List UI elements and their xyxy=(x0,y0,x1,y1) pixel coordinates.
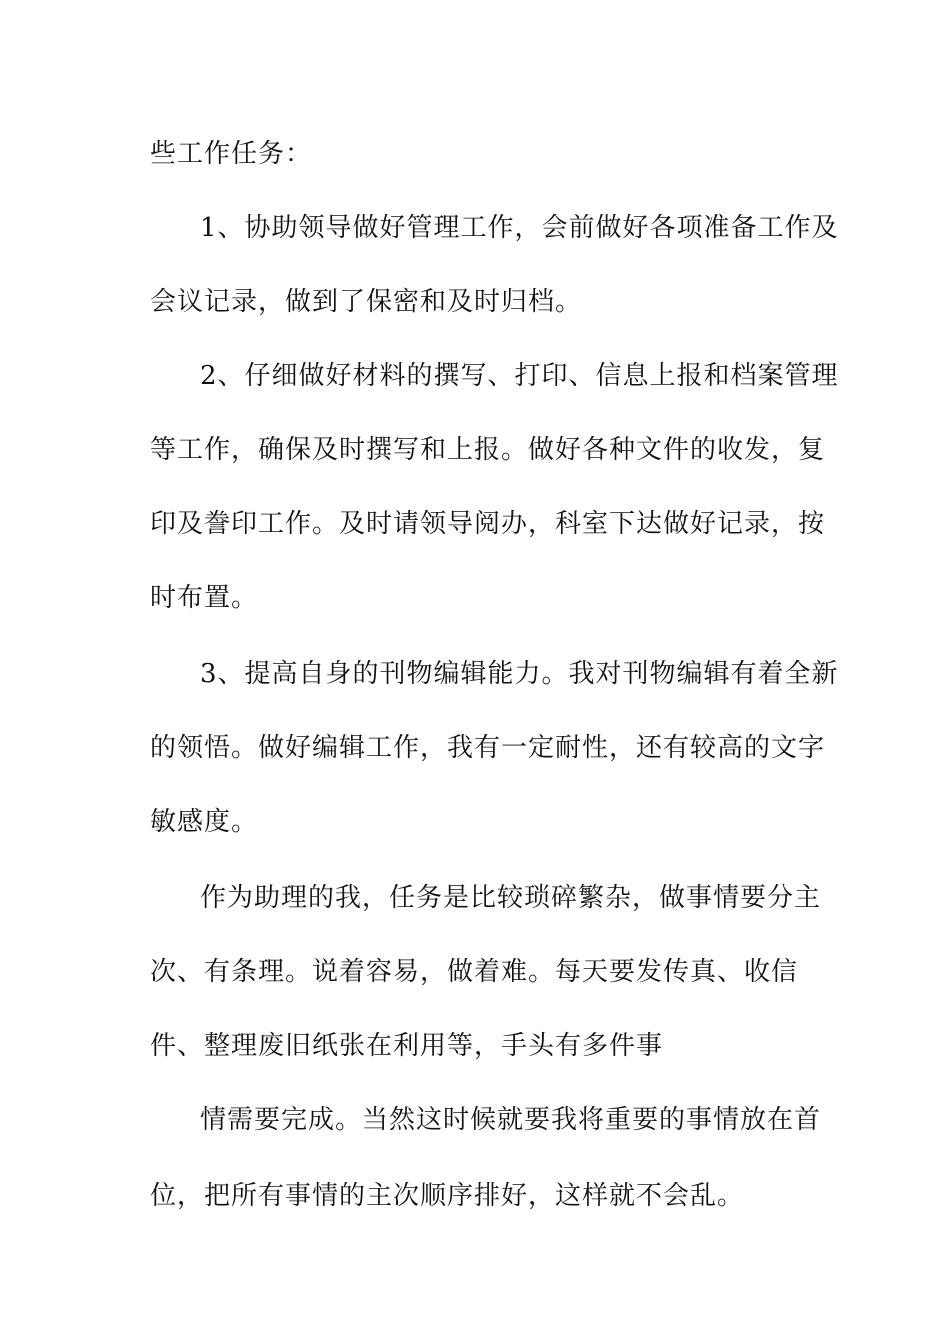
text-line: 时布置。 xyxy=(150,583,259,613)
text-line: 2、仔细做好材料的撰写、打印、信息上报和档案管理 xyxy=(200,361,839,391)
text-line: 等工作，确保及时撰写和上报。做好各种文件的收发，复 xyxy=(150,435,826,465)
text-line: 位，把所有事情的主次顺序排好，这样就不会乱。 xyxy=(150,1181,745,1211)
text-line: 敏感度。 xyxy=(150,807,259,837)
text-line: 3、提高自身的刊物编辑能力。我对刊物编辑有着全新 xyxy=(200,659,839,689)
text-line: 情需要完成。当然这时候就要我将重要的事情放在首 xyxy=(200,1105,822,1135)
text-line: 些工作任务： xyxy=(150,139,313,169)
text-line: 会议记录，做到了保密和及时归档。 xyxy=(150,287,583,317)
text-line: 次、有条理。说着容易，做着难。每天要发传真、收信 xyxy=(150,957,799,987)
text-line: 印及誊印工作。及时请领导阅办，科室下达做好记录，按 xyxy=(150,509,826,539)
text-line: 1、协助领导做好管理工作，会前做好各项准备工作及 xyxy=(200,213,839,243)
text-line: 的领悟。做好编辑工作，我有一定耐性，还有较高的文字 xyxy=(150,733,826,763)
text-line: 件、整理废旧纸张在利用等，手头有多件事 xyxy=(150,1031,664,1061)
text-line: 作为助理的我，任务是比较琐碎繁杂，做事情要分主 xyxy=(200,883,822,913)
